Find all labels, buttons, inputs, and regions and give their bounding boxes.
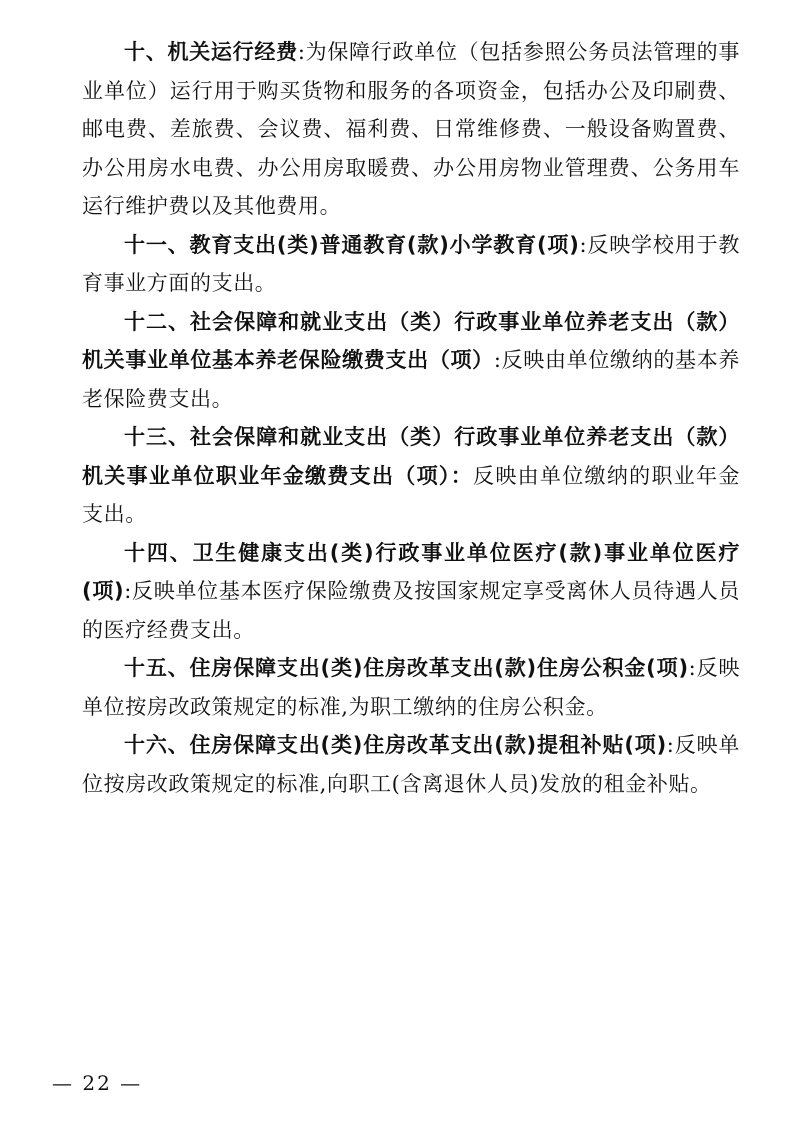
paragraph-text: :反映单位按房改政策规定的标准,向职工(含离退休人员)发放的租金补贴。 [82, 733, 740, 796]
paragraph-text: :反映单位基本医疗保险缴费及按国家规定享受离休人员待遇人员的医疗经费支出。 [82, 579, 740, 642]
paragraph-item-14 [82, 534, 740, 650]
paragraph-item-10 [82, 33, 740, 226]
paragraph-heading: 十三、社会保障和就业支出（类）行政事业单位养老支出（款）机关事业单位职业年金缴费支出（项）： [82, 425, 740, 488]
paragraph-heading: 十一、教育支出(类)普通教育(款)小学教育(项) [124, 232, 580, 257]
paragraph-item-12 [82, 303, 740, 419]
paragraph-heading: 十五、住房保障支出(类)住房改革支出(款)住房公积金(项) [124, 656, 689, 680]
paragraph-text: :为保障行政单位（包括参照公务员法管理的事业单位）运行用于购买货物和服务的各项资金，包括办公及印刷费、邮电费、差旅费、会议费、福利费、日常维修费、一般设备购置费、办公用房水电费、办公用房取暖费、办公用房物业管理费、公务用车运行维护费以及其他费用。 [82, 40, 740, 218]
paragraph-item-15 [82, 649, 740, 726]
paragraph-heading: 十四、卫生健康支出(类)行政事业单位医疗(款)事业单位医疗(项) [82, 540, 740, 603]
paragraph-text: :反映学校用于教育事业方面的支出。 [82, 232, 741, 295]
paragraph-item-16 [82, 726, 740, 803]
paragraph-item-11 [82, 226, 740, 303]
paragraph-heading: 十二、社会保障和就业支出（类）行政事业单位养老支出（款）机关事业单位基本养老保险缴费支出（项） [82, 309, 740, 372]
paragraph-text: 反映由单位缴纳的职业年金支出。 [82, 463, 740, 526]
paragraph-text: :反映由单位缴纳的基本养老保险费支出。 [82, 348, 740, 411]
paragraph-item-13 [82, 418, 740, 534]
page-number: — 22 — [52, 1071, 143, 1095]
paragraph-text: :反映单位按房改政策规定的标准,为职工缴纳的住房公积金。 [82, 656, 741, 719]
paragraph-heading: 十六、住房保障支出(类)住房改革支出(款)提租补贴(项) [124, 733, 667, 757]
document-body [82, 33, 740, 803]
paragraph-heading: 十、机关运行经费 [124, 40, 298, 64]
